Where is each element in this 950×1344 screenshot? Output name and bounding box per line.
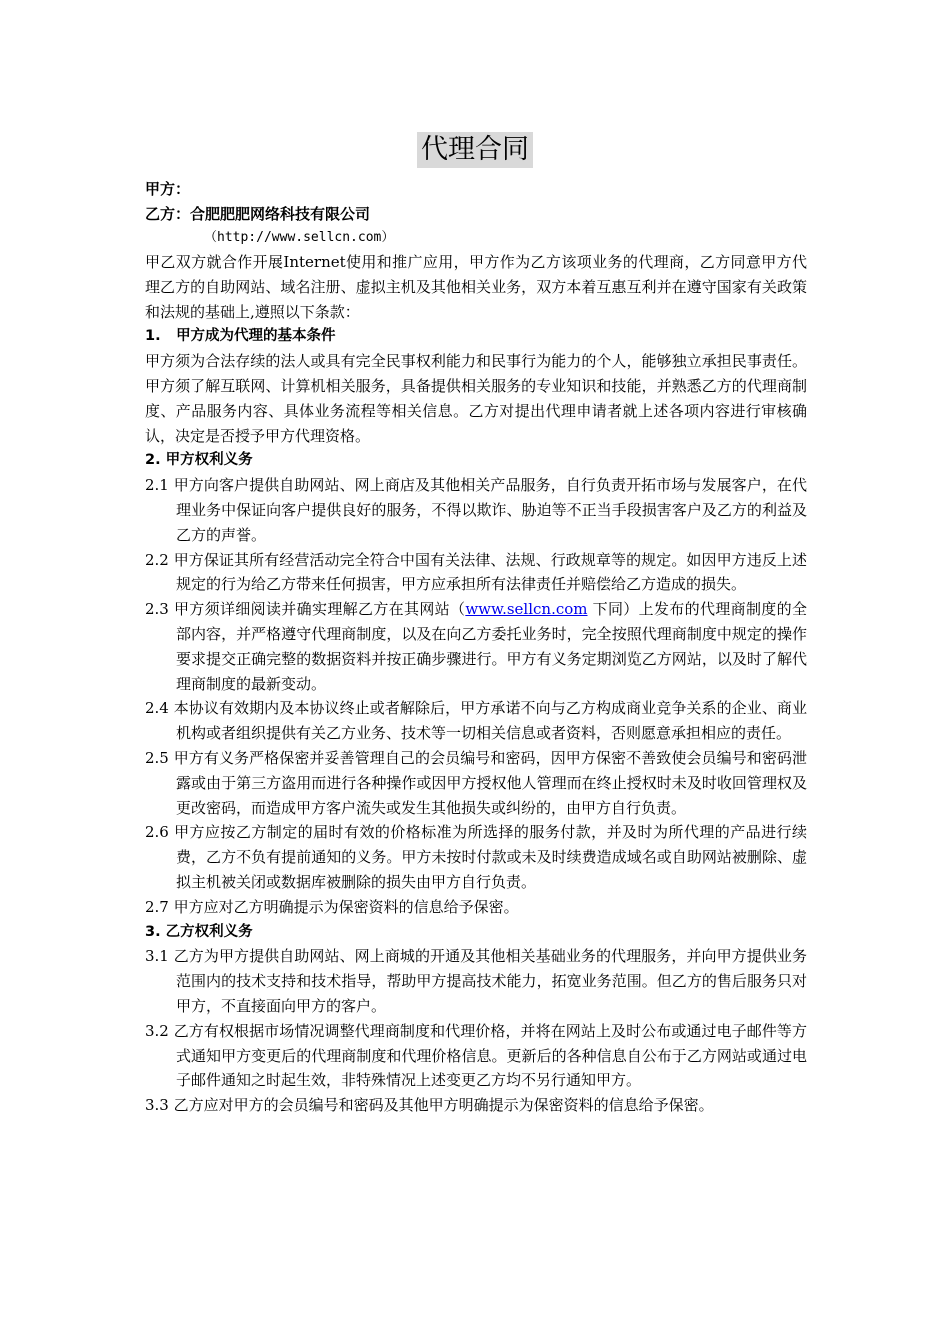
section-2-number: 2. bbox=[145, 452, 161, 469]
section-3-heading bbox=[145, 920, 807, 945]
clause-3-1: 3.1 乙方为甲方提供自助网站、网上商城的开通及其他相关基础业务的代理服务，并向甲方提供业务范围内的技术支持和技术指导，帮助甲方提高技术能力，拓宽业务范围。但乙方的售后服务只对甲方，不直接面向甲方的客户。 bbox=[145, 947, 807, 1015]
website-url: （http://www.sellcn.com） bbox=[204, 230, 395, 245]
section-3-number: 3. bbox=[145, 923, 161, 940]
section-2-title: 甲方权利义务 bbox=[165, 452, 253, 469]
clause-3-2: 3.2 乙方有权根据市场情况调整代理商制度和代理价格，并将在网站上及时公布或通过电子邮件等方式通知甲方变更后的代理商制度和代理价格信息。更新后的各种信息自公布于乙方网站或通过电子邮件通知之时起生效，非特殊情况上述变更乙方均不另行通知甲方。 bbox=[145, 1021, 807, 1090]
clause-2-7: 2.7 甲方应对乙方明确提示为保密资料的信息给予保密。 bbox=[145, 897, 519, 916]
sellcn-link[interactable]: www.sellcn.com bbox=[465, 600, 588, 619]
section-1-title: 甲方成为代理的基本条件 bbox=[176, 328, 336, 345]
clause-2-1: 2.1 甲方向客户提供自助网站、网上商店及其他相关产品服务，自行负责开拓市场与发展客户，在代理业务中保证向客户提供良好的服务，不得以欺诈、胁迫等不正当手段损害客户及乙方的利益及乙方的声誉。 bbox=[145, 476, 807, 544]
party-a-line: 甲方： bbox=[145, 180, 191, 198]
clause-2-6: 2.6 甲方应按乙方制定的届时有效的价格标准为所选择的服务付款，并及时为所代理的产品进行续费，乙方不负有提前通知的义务。甲方未按时付款或未及时续费造成域名或自助网站被删除、虚拟主机被关闭或数据库被删除的损失由甲方自行负责。 bbox=[145, 823, 807, 891]
contract-body bbox=[145, 250, 807, 1118]
document-title-text: 代理合同 bbox=[417, 132, 533, 168]
clause-2-4: 2.4 本协议有效期内及本协议终止或者解除后，甲方承诺不向与乙方构成商业竞争关系的企业、商业机构或者组织提供有关乙方业务、技术等一切相关信息或者资料，否则愿意承担相应的责任。 bbox=[145, 699, 807, 743]
document-title bbox=[0, 132, 950, 168]
party-b-line bbox=[145, 204, 370, 224]
section-2-heading bbox=[145, 448, 807, 473]
section-1-paragraph: 甲方须为合法存续的法人或具有完全民事权利能力和民事行为能力的个人，能够独立承担民事责任。甲方须了解互联网、计算机相关服务，具备提供相关服务的专业知识和技能，并熟悉乙方的代理商制度、产品服务内容、具体业务流程等相关信息。乙方对提出代理申请者就上述各项内容进行审核确认，决定是否授予甲方代理资格。 bbox=[145, 352, 807, 445]
clause-2-5: 2.5 甲方有义务严格保密并妥善管理自己的会员编号和密码，因甲方保密不善致使会员编号和密码泄露或由于第三方盗用而进行各种操作或因甲方授权他人管理而在终止授权时未及时收回管理权及更改密码，而造成甲方客户流失或发生其他损失或纠纷的，由甲方自行负责。 bbox=[145, 748, 807, 817]
party-b-label: 乙方： bbox=[145, 205, 191, 223]
section-3-title: 乙方权利义务 bbox=[165, 923, 253, 940]
clause-2-3-text-start: 2.3 甲方须详细阅读并确实理解乙方在其网站（ bbox=[145, 600, 466, 619]
clause-3-3: 3.3 乙方应对甲方的会员编号和密码及其他甲方明确提示为保密资料的信息给予保密。 bbox=[145, 1096, 714, 1115]
clause-2-2: 2.2 甲方保证其所有经营活动完全符合中国有关法律、法规、行政规章等的规定。如因甲方违反上述规定的行为给乙方带来任何损害，甲方应承担所有法律责任并赔偿给乙方造成的损失。 bbox=[145, 550, 807, 594]
intro-paragraph: 甲乙双方就合作开展Internet使用和推广应用，甲方作为乙方该项业务的代理商，乙方同意甲方代理乙方的自助网站、域名注册、虚拟主机及其他相关业务，双方本着互惠互利并在遵守国家有关政策和法规的基础上,遵照以下条款： bbox=[145, 253, 807, 321]
clause-2-3 bbox=[145, 597, 807, 696]
party-b-name: 合肥肥肥网络科技有限公司 bbox=[190, 205, 371, 223]
section-1-heading bbox=[145, 324, 807, 349]
section-1-number: 1. bbox=[145, 328, 161, 345]
clause-2-3-text-end: 下同）上发布的代理商制度的全部内容，并严格遵守代理商制度，以及在向乙方委托业务时，完全按照代理商制度中规定的操作要求提交正确完整的数据资料并按正确步骤进行。甲方有义务定期浏览乙方网站，以及时了解代理商制度的最新变动。 bbox=[176, 600, 807, 693]
